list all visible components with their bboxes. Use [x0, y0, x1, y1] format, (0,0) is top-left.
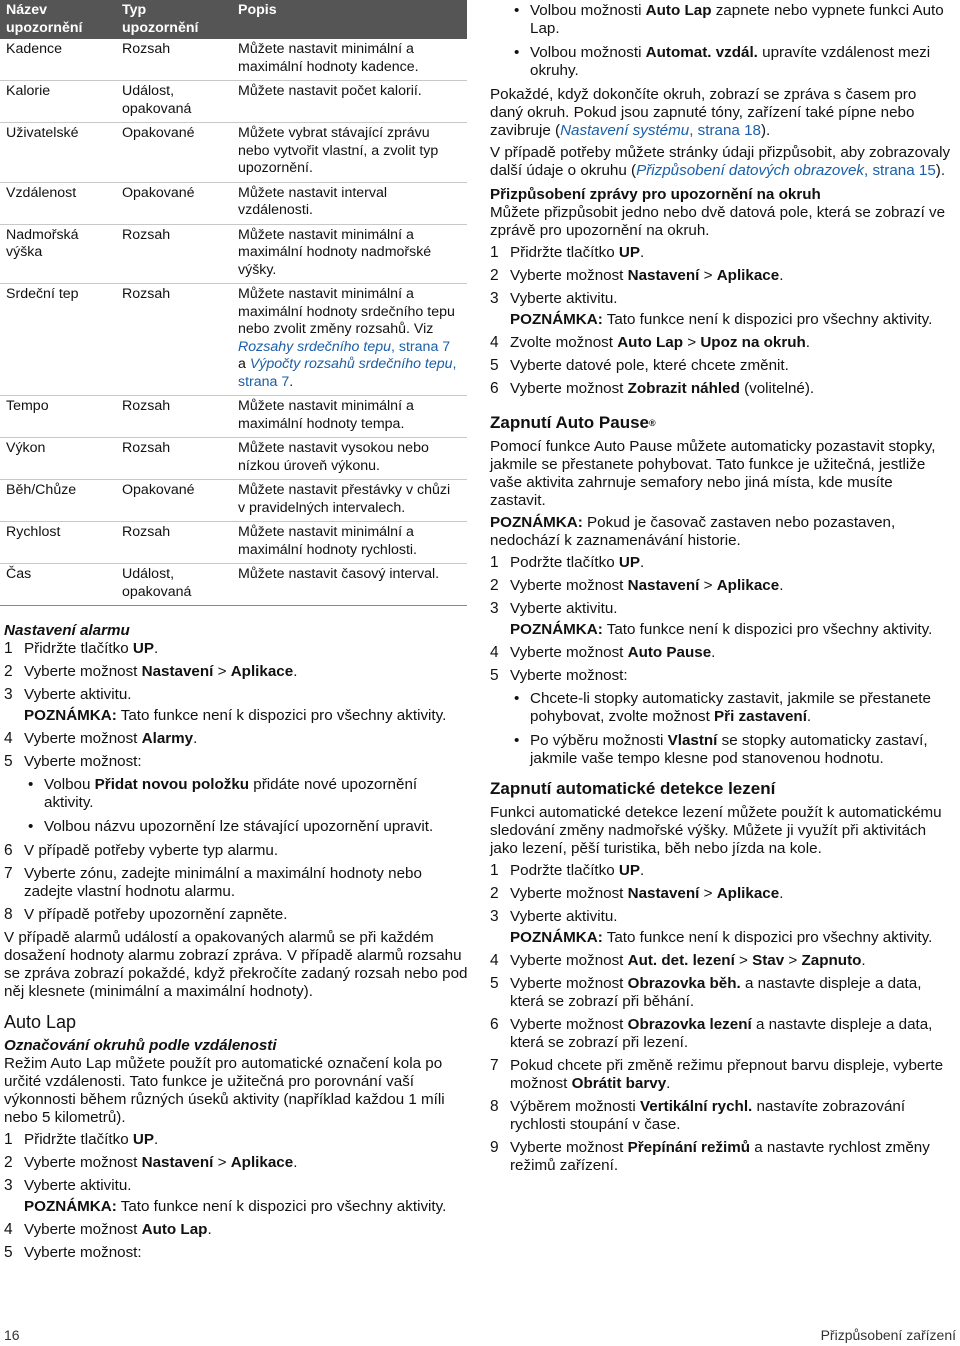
lapmsg-step-4: 4 Zvolte možnost Auto Lap > Upoz na okruh.	[490, 334, 811, 351]
alarm-section	[0, 622, 470, 1262]
right-column	[490, 0, 952, 1180]
alarm-step-2: 2 Vyberte možnost Nastavení > Aplikace.	[4, 663, 298, 680]
autopause-bullet-2: • Po výběru možnosti Vlastní se stopky automaticky zastaví, jakmile vaše tempo klesne pod stanovenou hodnotu.	[514, 732, 928, 767]
alerts-table	[0, 0, 467, 606]
lapmsg-step-6: 6 Vyberte možnost Zobrazit náhled (volitelné).	[490, 380, 815, 397]
alarm-bullet-2: • Volbou názvu upozornění lze stávající upozornění upravit.	[28, 818, 434, 835]
climb-step-6: 6 Vyberte možnost Obrazovka lezení a nastavte displeje a data, která se zobrazí při lezení.	[490, 1016, 933, 1051]
lapmsg-title: Přizpůsobení zprávy pro upozornění na okruh	[490, 186, 821, 203]
alarm-step-8: 8 V případě potřeby upozornění zapněte.	[4, 906, 288, 923]
table-row: Tempo Rozsah Můžete nastavit minimální a maximální hodnoty tempa.	[0, 396, 467, 438]
footer-section: Přizpůsobení zařízení	[820, 1327, 956, 1343]
table-row: Kalorie Událost, opakovaná Můžete nastavit počet kalorií.	[0, 81, 467, 123]
alarm-title: Nastavení alarmu	[4, 622, 130, 639]
table-row: Rychlost Rozsah Můžete nastavit minimální a maximální hodnoty rychlosti.	[0, 522, 467, 564]
alarm-step-6: 6 V případě potřeby vyberte typ alarmu.	[4, 842, 279, 859]
alarm-step-1: 1 Přidržte tlačítko UP.	[4, 640, 159, 657]
alarm-step-7: 7 Vyberte zónu, zadejte minimální a maximální hodnoty nebo zadejte vlastní hodnotu alarmu.	[4, 865, 422, 900]
climb-step-9: 9 Vyberte možnost Přepínání režimů a nastavte rychlost změny režimů zařízení.	[490, 1139, 930, 1174]
autopause-step-5: 5 Vyberte možnost:	[490, 667, 628, 684]
autolap-paragraph: Režim Auto Lap můžete použít pro automatické označení kola po určité vzdálenosti. Tato funkce je užitečná pro porovnání vaší výkonnosti během různých úseků aktivity (například každou 1 míli nebo 5 kilometrů).	[4, 1055, 445, 1126]
autolap-bullet-2: • Volbou možnosti Automat. vzdál. upravíte vzdálenost mezi okruhy.	[514, 44, 931, 79]
left-column	[0, 0, 470, 1267]
header-name: Název upozornění	[0, 0, 116, 39]
autopause-note-2: POZNÁMKA: Tato funkce není k dispozici pro všechny aktivity.	[510, 621, 933, 638]
climb-step-1: 1 Podržte tlačítko UP.	[490, 862, 645, 879]
autopause-step-1: 1 Podržte tlačítko UP.	[490, 554, 645, 571]
autopause-step-2: 2 Vyberte možnost Nastavení > Aplikace.	[490, 577, 784, 594]
lapmsg-step-3: 3 Vyberte aktivitu.	[490, 290, 618, 307]
header-type: Typ upozornění	[116, 0, 232, 39]
table-row: Vzdálenost Opakované Můžete nastavit interval vzdálenosti.	[0, 182, 467, 224]
autolap-step-1: 1 Přidržte tlačítko UP.	[4, 1131, 159, 1148]
autolap-note: POZNÁMKA: Tato funkce není k dispozici pro všechny aktivity.	[24, 1198, 447, 1215]
autolap-paragraph-3: V případě potřeby můžete stránky údaji přizpůsobit, aby zobrazovaly další údaje o okruhu (Přizpůsobení datových obrazovek, strana 15).	[490, 144, 951, 179]
alarm-step-4: 4 Vyberte možnost Alarmy.	[4, 730, 198, 747]
alarm-paragraph: V případě alarmů událostí a opakovaných alarmů se při každém dosažení hodnoty alarmu zobrazí zpráva. V případě alarmů rozsahu se zpráva zobrazí pokaždé, když překročíte zadaný rozsah nebo pod něj klesnete (minimální a maximální hodnoty).	[4, 929, 468, 1000]
header-desc: Popis	[232, 0, 467, 39]
autolap-step-2: 2 Vyberte možnost Nastavení > Aplikace.	[4, 1154, 298, 1171]
link-data-screens[interactable]: Přizpůsobení datových obrazovek	[636, 162, 865, 179]
autolap-paragraph-2: Pokaždé, když dokončíte okruh, zobrazí se zpráva s časem pro daný okruh. Pokud jsou zapnuté tóny, zařízení také pípne nebo zavibruje (Nastavení systému, strana 18).	[490, 86, 917, 139]
autolap-step-5: 5 Vyberte možnost:	[4, 1244, 142, 1261]
climb-title: Zapnutí automatické detekce lezení	[490, 779, 776, 798]
alarm-bullet-1: • Volbou Přidat novou položku přidáte nové upozornění aktivity.	[28, 776, 418, 811]
climb-step-4: 4 Vyberte možnost Aut. det. lezení > Stav > Zapnuto.	[490, 952, 866, 969]
table-row: Výkon Rozsah Můžete nastavit vysokou nebo nízkou úroveň výkonu.	[0, 438, 467, 480]
lapmsg-note: POZNÁMKA: Tato funkce není k dispozici pro všechny aktivity.	[510, 311, 933, 328]
autolap-step-3: 3 Vyberte aktivitu.	[4, 1177, 132, 1194]
climb-step-7: 7 Pokud chcete při změně režimu přepnout barvu displeje, vyberte možnost Obrátit barvy.	[490, 1057, 944, 1092]
autopause-step-4: 4 Vyberte možnost Auto Pause.	[490, 644, 716, 661]
autolap-subtitle: Označování okruhů podle vzdálenosti	[4, 1037, 277, 1054]
lapmsg-paragraph: Můžete přizpůsobit jedno nebo dvě datová pole, která se zobrazí ve zprávě pro upozornění na okruh.	[490, 204, 946, 239]
table-row: Kadence Rozsah Můžete nastavit minimální a maximální hodnoty kadence.	[0, 39, 467, 81]
climb-step-3: 3 Vyberte aktivitu.	[490, 908, 618, 925]
table-header	[0, 0, 467, 39]
climb-step-5: 5 Vyberte možnost Obrazovka běh. a nastavte displeje a data, která se zobrazí při běhání.	[490, 975, 922, 1010]
autopause-paragraph: Pomocí funkce Auto Pause můžete automaticky pozastavit stopky, jakmile se přestanete pohybovat. Tato funkce je užitečná, jestliže vaše aktivita zahrnuje semafory nebo jiná místa, kde musíte zastavit.	[490, 438, 936, 509]
autopause-note: POZNÁMKA: Pokud je časovač zastaven nebo pozastaven, nedochází k zaznamenávání historie.	[490, 514, 896, 549]
table-row: Uživatelské Opakované Můžete vybrat stávající zprávu nebo vytvořit vlastní, a zvolit typ upozornění.	[0, 123, 467, 183]
table-row: Běh/Chůze Opakované Můžete nastavit přestávky v chůzi v pravidelných intervalech.	[0, 480, 467, 522]
autopause-title: Zapnutí Auto Pause®	[490, 413, 656, 432]
lapmsg-step-2: 2 Vyberte možnost Nastavení > Aplikace.	[490, 267, 784, 284]
alarm-step-5: 5 Vyberte možnost:	[4, 753, 142, 770]
table-row: Srdeční tep Rozsah Můžete nastavit minimální a maximální hodnoty srdečního tepu nebo zvolit změny rozsahů. Viz Rozsahy srdečního tepu, strana 7 a Výpočty rozsahů srdečního tepu, strana 7.	[0, 284, 467, 396]
climb-note: POZNÁMKA: Tato funkce není k dispozici pro všechny aktivity.	[510, 929, 933, 946]
autolap-bullet-1: • Volbou možnosti Auto Lap zapnete nebo vypnete funkci Auto Lap.	[514, 2, 944, 37]
page-number: 16	[4, 1327, 20, 1343]
autopause-bullet-1: • Chcete-li stopky automaticky zastavit, jakmile se přestanete pohybovat, zvolte možnost Při zastavení.	[514, 690, 931, 725]
autolap-title: Auto Lap	[4, 1012, 77, 1032]
link-heart-rate-calc[interactable]: Výpočty rozsahů srdečního tepu	[249, 356, 453, 372]
alarm-note: POZNÁMKA: Tato funkce není k dispozici pro všechny aktivity.	[24, 707, 447, 724]
autolap-step-4: 4 Vyberte možnost Auto Lap.	[4, 1221, 212, 1238]
climb-paragraph: Funkci automatické detekce lezení můžete použít k automatickému sledování změny nadmořské výšky. Můžete ji využít při aktivitách jako lezení, pěší turistika, běh nebo jízda na kole.	[490, 804, 942, 857]
lapmsg-step-5: 5 Vyberte datové pole, které chcete změnit.	[490, 357, 789, 374]
climb-step-2: 2 Vyberte možnost Nastavení > Aplikace.	[490, 885, 784, 902]
table-row: Čas Událost, opakovaná Můžete nastavit časový interval.	[0, 564, 467, 606]
link-heart-rate-zones[interactable]: Rozsahy srdečního tepu	[238, 338, 392, 355]
climb-step-8: 8 Výběrem možnosti Vertikální rychl. nastavíte zobrazování rychlosti stoupání v čase.	[490, 1098, 906, 1133]
alarm-step-3: 3 Vyberte aktivitu.	[4, 686, 132, 703]
table-row: Nadmořská výška Rozsah Můžete nastavit minimální a maximální hodnoty nadmořské výšky.	[0, 224, 467, 284]
lapmsg-step-1: 1 Přidržte tlačítko UP.	[490, 244, 645, 261]
link-system-settings[interactable]: Nastavení systému	[560, 122, 690, 139]
autopause-step-3: 3 Vyberte aktivitu.	[490, 600, 618, 617]
